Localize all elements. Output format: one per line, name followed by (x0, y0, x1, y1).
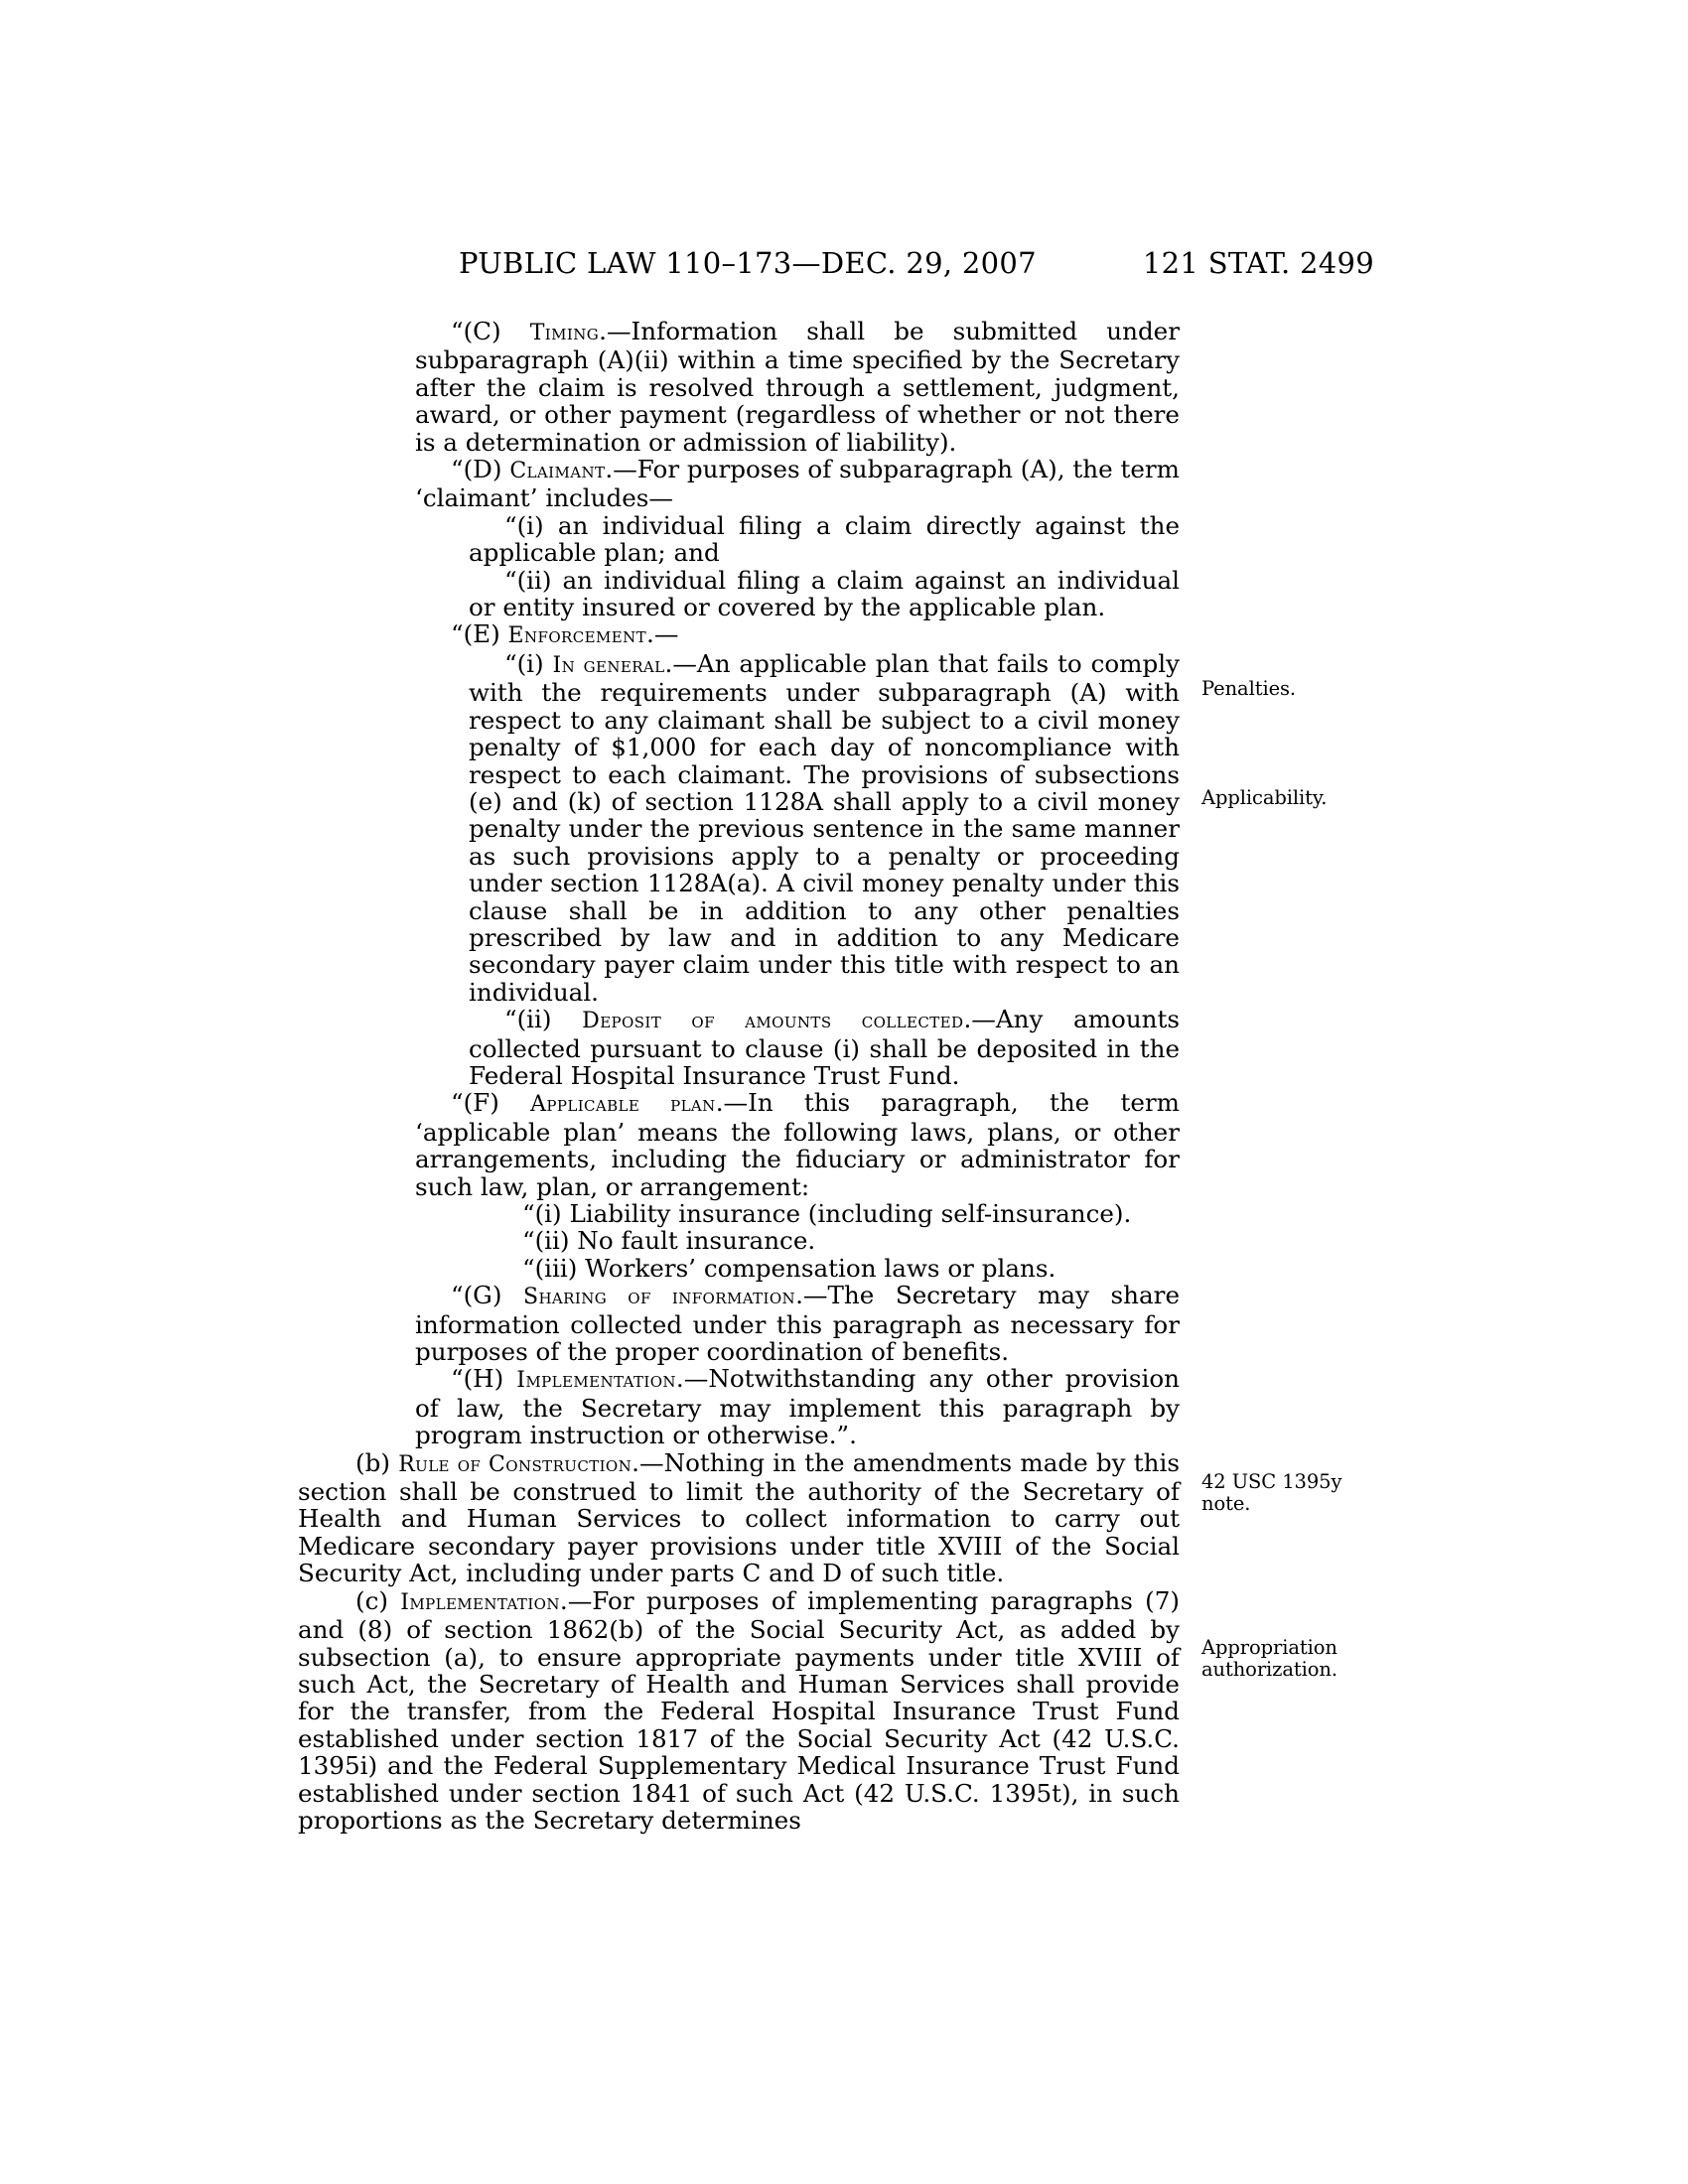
subparagraph-e-enforcement: “(E) Enforcement.— (451, 619, 679, 649)
statute-body (298, 318, 1180, 1834)
page-header (459, 246, 1374, 286)
clause-e-ii-deposit: “(ii) Deposit of amounts collected.—Any amounts collected pursuant to clause (i) shall be deposited in the Federal Hospital Insurance Trust Fund. (469, 1005, 1181, 1090)
subsection-c-implementation: (c) Implementation.—For purposes of implementing paragraphs (7) and (8) of section 1862(b) of the Social Security Act, as added by subsection (a), to ensure appropriate payments under title XVIII of such Act, the Secretary of Health and Human Services shall provide for the transfer, from the Federal Hospital Insurance Trust Fund established under section 1817 of the Social Security Act (42 U.S.C. 1395i) and the Federal Supplementary Medical Insurance Trust Fund established under section 1841 of such Act (42 U.S.C. 1395t), in such proportions as the Secretary determines (298, 1585, 1180, 1835)
clause-d-ii: “(ii) an individual filing a claim against an individual or entity insured or covered by the applicable plan. (469, 565, 1180, 622)
subsection-b-rule-of-construction: (b) Rule of Construction.—Nothing in the amendments made by this section shall be construed to limit the authority of the Secretary of Health and Human Services to collect information to carry out Medicare secondary payer provisions under title XVIII of the Social Security Act, including under parts C and D of such title. (298, 1447, 1180, 1588)
statute-page-number: 121 STAT. 2499 (1142, 246, 1374, 280)
margin-note-usc: 42 USC 1395y note. (1201, 1470, 1342, 1515)
public-law-citation: PUBLIC LAW 110–173—DEC. 29, 2007 (459, 246, 1037, 280)
margin-note-penalties: Penalties. (1201, 677, 1297, 700)
subparagraph-g-sharing: “(G) Sharing of information.—The Secretary may share information collected under this paragraph as necessary for purposes of the proper coordination of benefits. (415, 1281, 1180, 1367)
subparagraph-c-timing: “(C) Timing.—Information shall be submitted under subparagraph (A)(ii) within a time specified by the Secretary after the claim is resolved through a settlement, judgment, award, or other payment (regardless of whether or not there is a determination or admission of liability). (415, 317, 1180, 457)
subparagraph-h-implementation: “(H) Implementation.—Notwithstanding any other provision of law, the Secretary may implement this paragraph by program instruction or otherwise.”. (415, 1364, 1180, 1450)
clause-d-i: “(i) an individual filing a claim directly against the applicable plan; and (469, 510, 1180, 568)
subparagraph-f-applicable-plan: “(F) Applicable plan.—In this paragraph, the term ‘applicable plan’ means the following laws, plans, or other arrangements, including the fiduciary or administrator for such law, plan, or arrangement: (415, 1088, 1180, 1201)
subparagraph-d-claimant: “(D) Claimant.—For purposes of subparagraph (A), the term ‘claimant’ includes— (415, 455, 1180, 513)
margin-note-applicability: Applicability. (1201, 786, 1328, 809)
clause-f-iii: “(iii) Workers’ compensation laws or plans. (522, 1253, 1056, 1283)
margin-note-appropriation: Appropriation authorization. (1201, 1636, 1337, 1681)
clause-f-i: “(i) Liability insurance (including self-insurance). (522, 1199, 1132, 1228)
clause-e-i-in-general: “(i) In general.—An applicable plan that fails to comply with the requirements under subparagraph (A) with respect to any claimant shall be subject to a civil money penalty of $1,000 for each day of noncompliance with respect to each claimant. The provisions of subsections (e) and (k) of section 1128A shall apply to a civil money penalty under the previous sentence in the same manner as such provisions apply to a penalty or proceeding under section 1128A(a). A civil money penalty under this clause shall be in addition to any other penalties prescribed by law and in addition to any Medicare secondary payer claim under this title with respect to an individual. (469, 648, 1180, 1007)
clause-f-ii: “(ii) No fault insurance. (522, 1226, 816, 1256)
